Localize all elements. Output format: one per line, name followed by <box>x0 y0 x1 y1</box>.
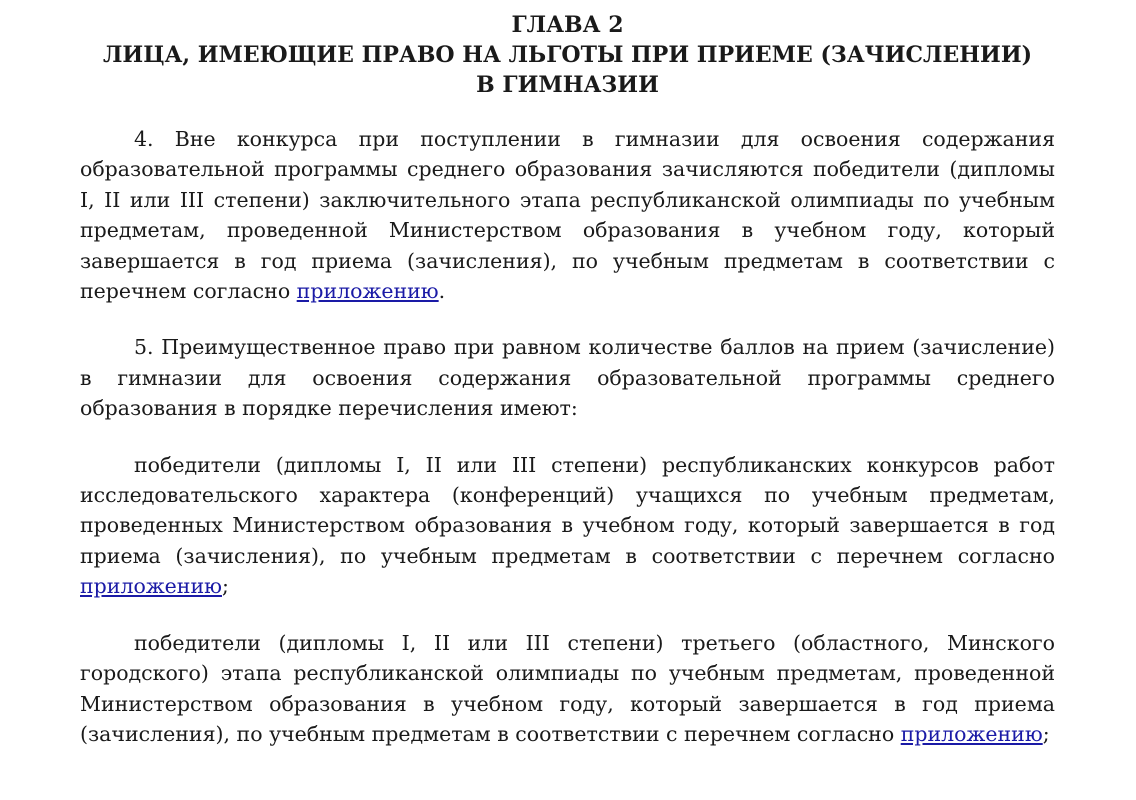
chapter-heading <box>80 10 1055 100</box>
paragraph-text: 4. Вне конкурса при поступлении в гимназии для освоения содержания образовательной программы среднего образования зачисляются победители (дипломы I, II или III степени) заключительного этапа республиканской олимпиады по учебным предметам, проведенной Министерством образования в учебном году, который завершается в год приема (зачисления), по учебным предметам в соответствии с перечнем согласно <box>80 127 1055 304</box>
appendix-link[interactable]: приложению <box>80 574 222 599</box>
paragraph-tail: ; <box>1042 721 1050 746</box>
paragraph-text: победители (дипломы I, II или III степени) республиканских конкурсов работ исследовательского характера (конференций) учащихся по учебным предметам, проведенных Министерством образования в учебном году, который завершается в год приема (зачисления), по учебным предметам в соответствии с перечнем согласно <box>80 452 1055 568</box>
paragraph-5 <box>80 332 1055 423</box>
document-body <box>80 0 1055 749</box>
appendix-link[interactable]: приложению <box>296 279 439 304</box>
list-item-regional-olympiad <box>80 628 1055 750</box>
paragraph-text: победители (дипломы I, II или III степени) третьего (областного, Минского городского) этапа республиканской олимпиады по учебным предметам, проведенной Министерством образования в учебном году, который завершается в год приема (зачисления), по учебным предметам в соответствии с перечнем согласно <box>80 630 1055 746</box>
paragraph-tail: . <box>438 279 446 304</box>
paragraph-tail: ; <box>221 574 229 599</box>
chapter-title-line-1: ЛИЦА, ИМЕЮЩИЕ ПРАВО НА ЛЬГОТЫ ПРИ ПРИЕМЕ (ЗАЧИСЛЕНИИ) <box>102 42 1033 68</box>
chapter-title-line-2: В ГИМНАЗИИ <box>476 72 659 98</box>
list-item-research-contests <box>80 450 1055 602</box>
paragraph-4 <box>80 124 1055 306</box>
paragraph-text: 5. Преимущественное право при равном количестве баллов на прием (зачисление) в гимназии для освоения содержания образовательной программы среднего образования в порядке перечисления имеют: <box>80 335 1055 421</box>
appendix-link[interactable]: приложению <box>900 721 1043 746</box>
chapter-number: ГЛАВА 2 <box>511 12 624 38</box>
